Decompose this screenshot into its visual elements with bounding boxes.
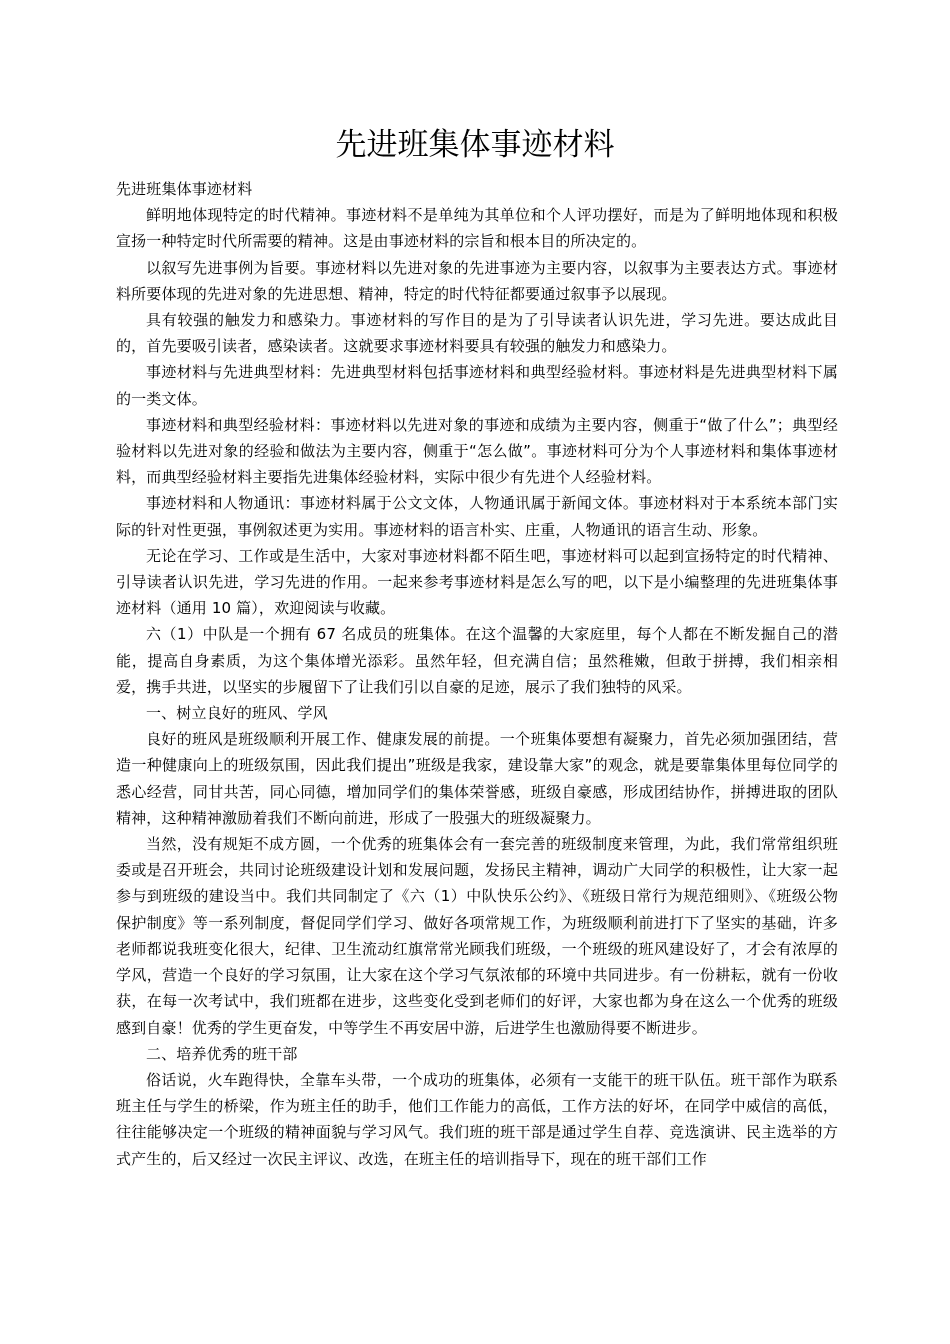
paragraph: 无论在学习、工作或是生活中，大家对事迹材料都不陌生吧，事迹材料可以起到宣扬特定的时代精神、引导读者认识先进，学习先进的作用。一起来参考事迹材料是怎么写的吧，以下是小编整理的先进班集体事迹材料（通用 10 篇），欢迎阅读与收藏。 xyxy=(116,546,838,618)
paragraph: 鲜明地体现特定的时代精神。事迹材料不是单纯为其单位和个人评功摆好，而是为了鲜明地体现和积极宣扬一种特定时代所需要的精神。这是由事迹材料的宗旨和根本目的所决定的。 xyxy=(116,206,838,251)
paragraph: 以叙写先进事例为旨要。事迹材料以先进对象的先进事迹为主要内容，以叙事为主要表达方式。事迹材料所要体现的先进对象的先进思想、精神，特定的时代特征都要通过叙事予以展现。 xyxy=(116,258,838,303)
paragraph: 俗话说，火车跑得快，全靠车头带，一个成功的班集体，必须有一支能干的班干队伍。班干部作为联系班主任与学生的桥梁，作为班主任的助手，他们工作能力的高低，工作方法的好坏，在同学中威信的高低，往往能够决定一个班级的精神面貌与学习风气。我们班的班干部是通过学生自荐、竞选演讲、民主选举的方式产生的，后又经过一次民主评议、改选，在班主任的培训指导下，现在的班干部们工作 xyxy=(116,1070,838,1168)
document-title: 先进班集体事迹材料 xyxy=(335,126,615,163)
document-body xyxy=(116,176,838,1172)
paragraph: 良好的班风是班级顺利开展工作、健康发展的前提。一个班集体要想有凝聚力，首先必须加强团结，营造一种健康向上的班级氛围，因此我们提出”班级是我家，建设靠大家”的观念，就是要靠集体里每位同学的悉心经营，同甘共苦，同心同德，增加同学们的集体荣誉感，班级自豪感，形成团结协作，拼搏进取的团队精神，这种精神激励着我们不断向前进，形成了一股强大的班级凝聚力。 xyxy=(116,730,838,827)
paragraph: 事迹材料和典型经验材料：事迹材料以先进对象的事迹和成绩为主要内容，侧重于“做了什么”；典型经验材料以先进对象的经验和做法为主要内容，侧重于“怎么做”。事迹材料可分为个人事迹材料和集体事迹材料，而典型经验材料主要指先进集体经验材料，实际中很少有先进个人经验材料。 xyxy=(116,415,838,487)
paragraph: 当然，没有规矩不成方圆，一个优秀的班集体会有一套完善的班级制度来管理，为此，我们常常组织班委或是召开班会，共同讨论班级建设计划和发展问题，发扬民主精神，调动广大同学的积极性，让大家一起参与到班级的建设当中。我们共同制定了《六（1）中队快乐公约》、《班级日常行为规范细则》、《班级公物保护制度》等一系列制度，督促同学们学习、做好各项常规工作，为班级顺利前进打下了坚实的基础，许多老师都说我班变化很大，纪律、卫生流动红旗常常光顾我们班级，一个班级的班风建设好了，才会有浓厚的学风，营造一个良好的学习氛围，让大家在这个学习气氛浓郁的环境中共同进步。有一份耕耘，就有一份收获，在每一次考试中，我们班都在进步，这些变化受到老师们的好评，大家也都为身在这么一个优秀的班级感到自豪！优秀的学生更奋发，中等学生不再安居中游，后进学生也激励得要不断进步。 xyxy=(116,835,838,1037)
paragraph: 事迹材料和人物通讯：事迹材料属于公文文体，人物通讯属于新闻文体。事迹材料对于本系统本部门实际的针对性更强，事例叙述更为实用。事迹材料的语言朴实、庄重，人物通讯的语言生动、形象。 xyxy=(116,494,838,539)
paragraph: 事迹材料与先进典型材料：先进典型材料包括事迹材料和典型经验材料。事迹材料是先进典型材料下属的一类文体。 xyxy=(116,363,838,408)
section-heading: 一、树立良好的班风、学风 xyxy=(146,704,328,723)
paragraph: 六（1）中队是一个拥有 67 名成员的班集体。在这个温馨的大家庭里，每个人都在不断发掘自己的潜能，提高自身素质，为这个集体增光添彩。虽然年轻，但充满自信；虽然稚嫩，但敢于拼搏，我们相亲相爱，携手共进，以坚实的步履留下了让我们引以自豪的足迹，展示了我们独特的风采。 xyxy=(116,625,838,696)
section-heading: 二、培养优秀的班干部 xyxy=(146,1044,298,1063)
paragraph: 具有较强的触发力和感染力。事迹材料的写作目的是为了引导读者认识先进，学习先进。要达成此目的，首先要吸引读者，感染读者。这就要求事迹材料要具有较强的触发力和感染力。 xyxy=(116,311,838,356)
paragraph: 先进班集体事迹材料 xyxy=(116,180,253,198)
